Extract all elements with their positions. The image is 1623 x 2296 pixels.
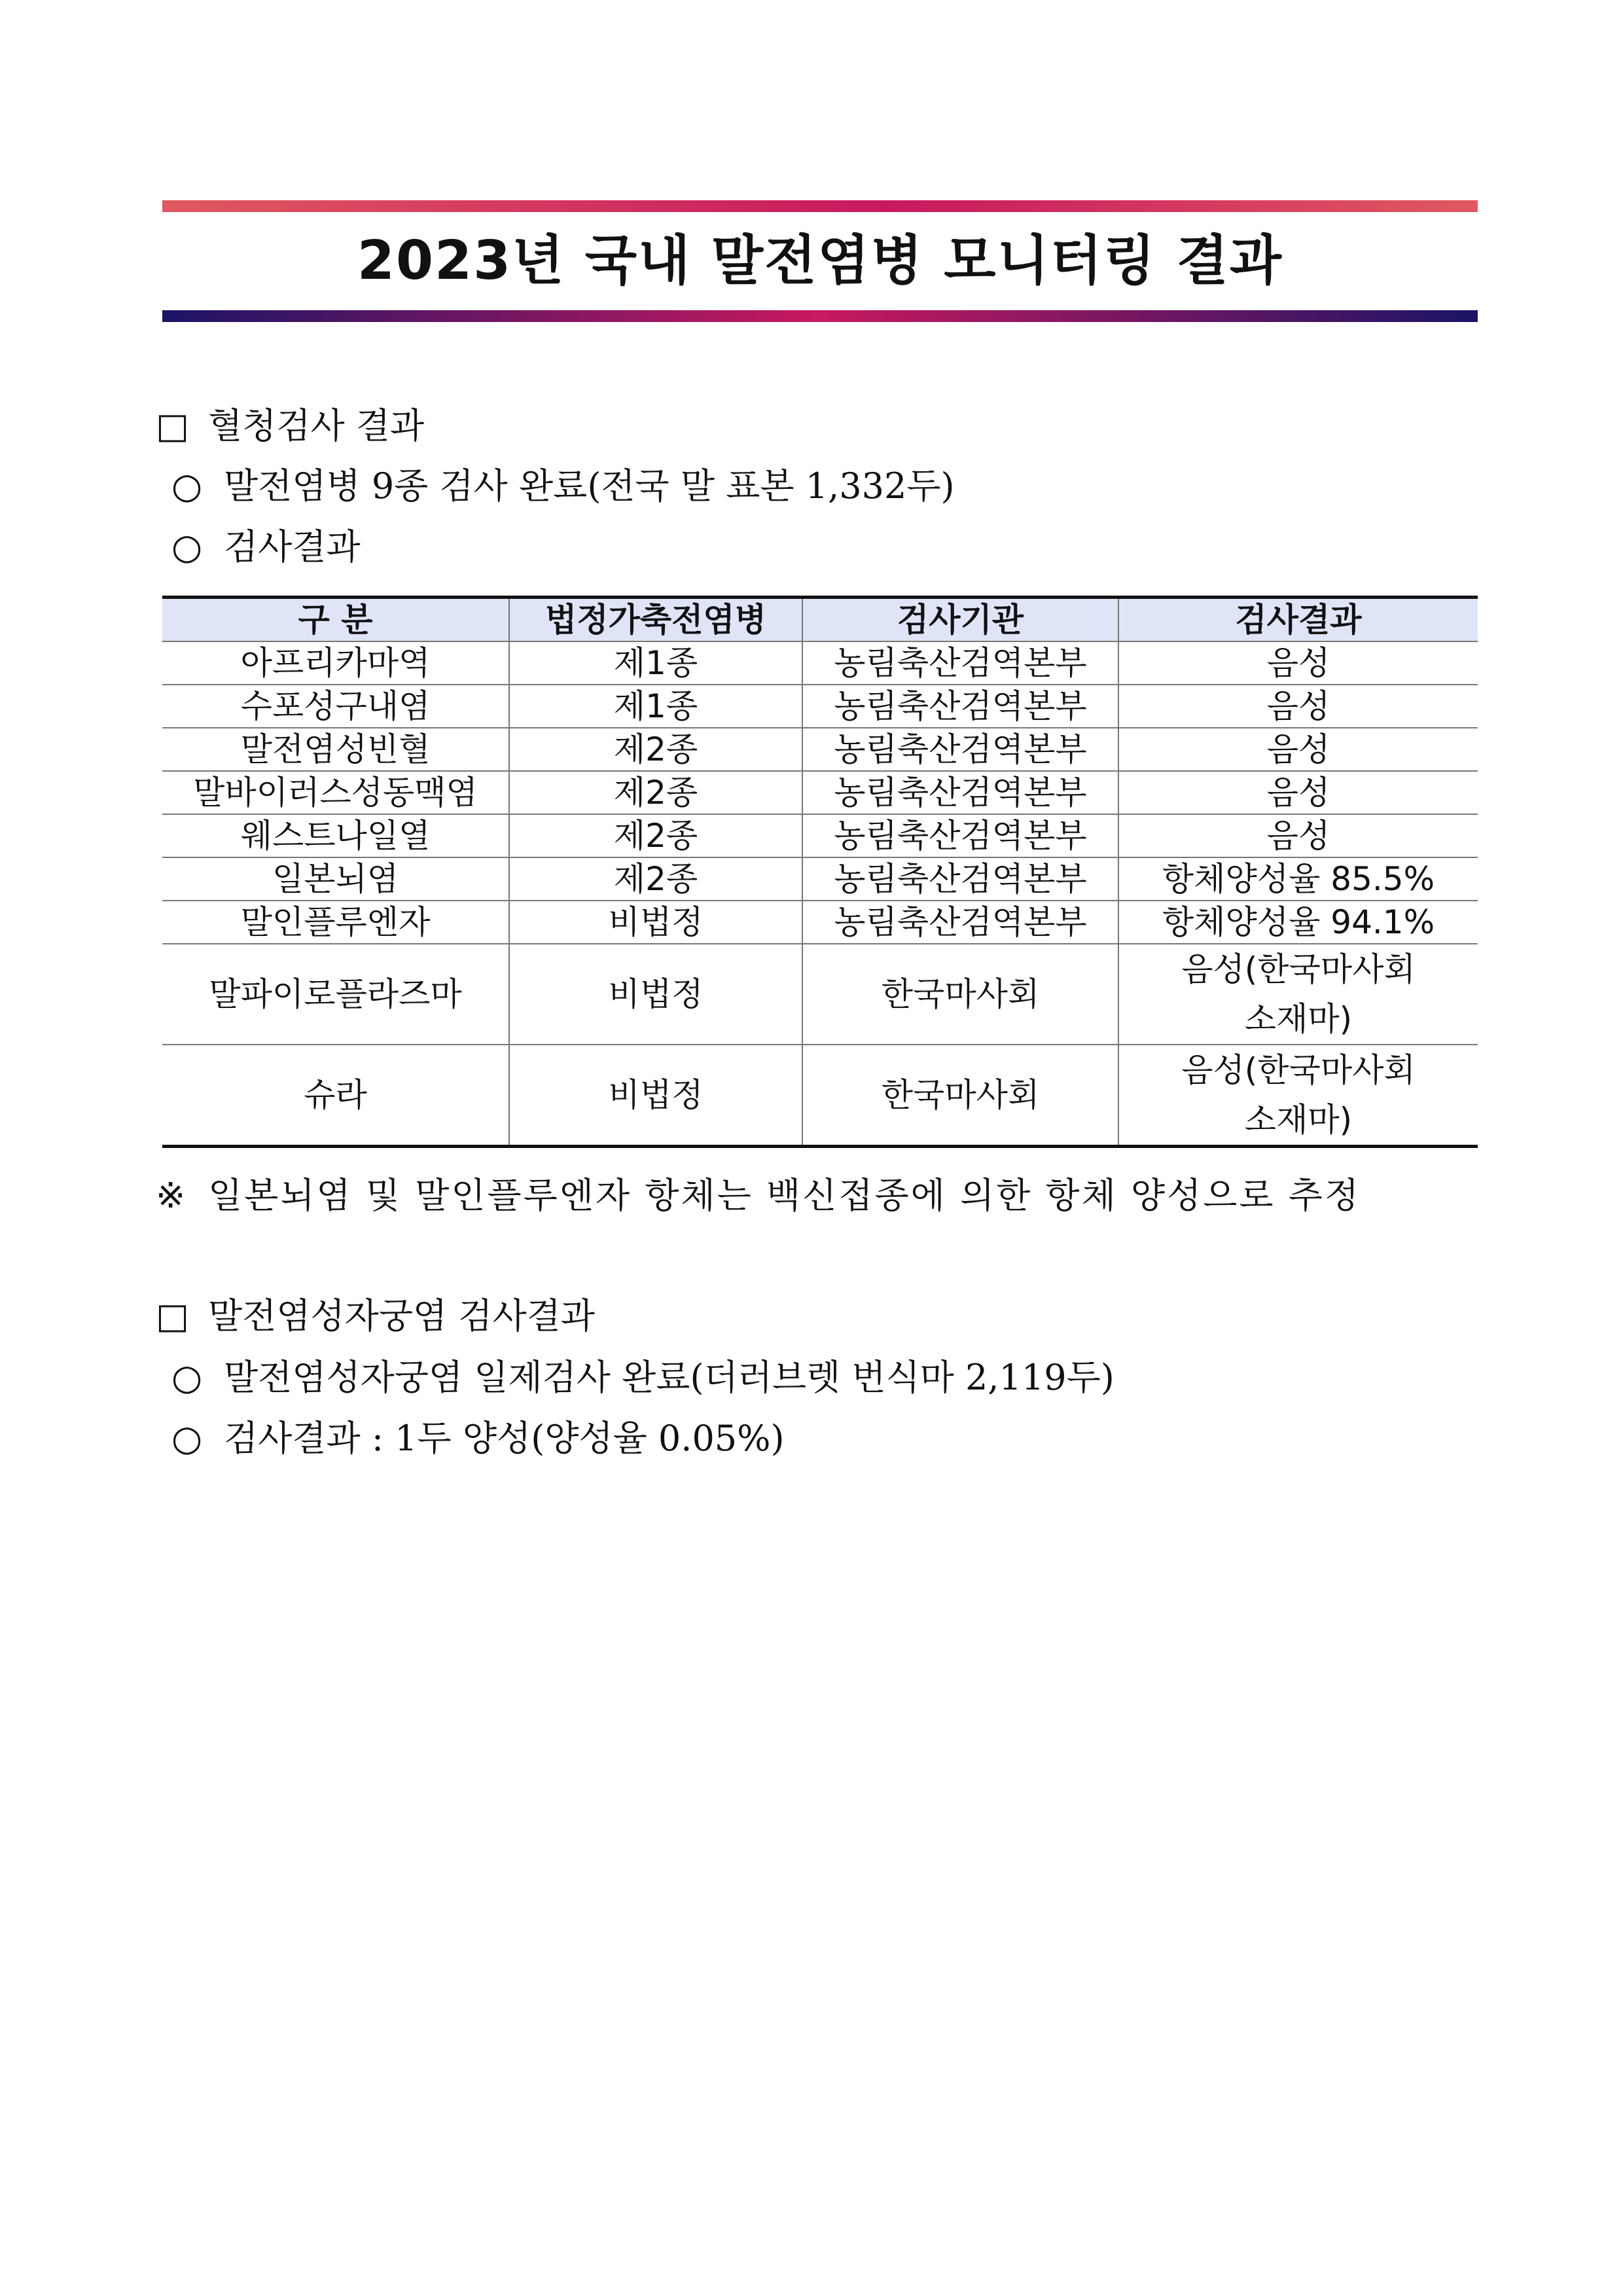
test-result-table: [162, 596, 1478, 1148]
cell-agency: 농림축산검역본부: [802, 641, 1118, 685]
title-banner: [162, 200, 1478, 322]
cell-result: 음성: [1118, 641, 1478, 685]
cell-agency: 농림축산검역본부: [802, 728, 1118, 771]
circle-bullet-icon: ○: [171, 1357, 203, 1398]
table-row: [162, 814, 1478, 857]
table-row: [162, 685, 1478, 728]
cell-class: 제2종: [509, 728, 802, 771]
cell-disease: 수포성구내염: [162, 685, 509, 728]
cell-class: 비법정: [509, 1045, 802, 1147]
circle-bullet-icon: ○: [171, 526, 203, 567]
cell-class: 제2종: [509, 814, 802, 857]
cell-disease: 웨스트나일열: [162, 814, 509, 857]
square-bullet-icon: □: [156, 405, 190, 446]
section1-bullet-1: [171, 458, 955, 509]
table-row: [162, 944, 1478, 1045]
page-title: 2023년 국내 말전염병 모니터링 결과: [357, 230, 1283, 292]
cell-class: 비법정: [509, 901, 802, 944]
header-result: 검사결과: [1118, 598, 1478, 642]
cell-agency: 농림축산검역본부: [802, 771, 1118, 814]
square-bullet-icon: □: [156, 1295, 190, 1336]
cell-agency: 한국마사회: [802, 1045, 1118, 1147]
header-category: 구 분: [162, 598, 509, 642]
section2-heading: [156, 1288, 595, 1338]
header-legal-disease: 법정가축전염병: [509, 598, 802, 642]
section2-bullet-2: [171, 1410, 785, 1461]
table-row: [162, 771, 1478, 814]
cell-agency: 한국마사회: [802, 944, 1118, 1045]
reference-mark-icon: ※: [156, 1175, 188, 1216]
cell-agency: 농림축산검역본부: [802, 685, 1118, 728]
cell-disease: 일본뇌염: [162, 857, 509, 901]
section2-bullet-1: [171, 1350, 1115, 1400]
cell-result: 음성: [1118, 814, 1478, 857]
cell-class: 제1종: [509, 641, 802, 685]
cell-agency: 농림축산검역본부: [802, 901, 1118, 944]
cell-result: 음성: [1118, 771, 1478, 814]
section1-bullet-1-text: 말전염병 9종 검사 완료(전국 말 표본 1,332두): [224, 465, 955, 507]
cell-class: 제2종: [509, 771, 802, 814]
cell-disease: 말전염성빈혈: [162, 728, 509, 771]
table-note: [156, 1168, 1361, 1218]
cell-disease: 말파이로플라즈마: [162, 944, 509, 1045]
table-header-row: [162, 598, 1478, 642]
cell-result-line2: 소재마): [1244, 1000, 1353, 1038]
circle-bullet-icon: ○: [171, 465, 203, 507]
cell-class: 제1종: [509, 685, 802, 728]
table-note-text: 일본뇌염 및 말인플루엔자 항체는 백신접종에 의한 항체 양성으로 추정: [208, 1175, 1361, 1216]
cell-result: 항체양성율 94.1%: [1118, 901, 1478, 944]
cell-result: 음성: [1118, 685, 1478, 728]
section2-bullet-2-text: 검사결과 : 1두 양성(양성율 0.05%): [224, 1418, 785, 1459]
cell-result-line2: 소재마): [1244, 1101, 1353, 1139]
cell-disease: 아프리카마역: [162, 641, 509, 685]
table-row: [162, 641, 1478, 685]
cell-result: [1118, 1045, 1478, 1147]
title-top-bar: [162, 200, 1478, 212]
cell-disease: 말인플루엔자: [162, 901, 509, 944]
cell-disease: 말바이러스성동맥염: [162, 771, 509, 814]
section1-heading-text: 혈청검사 결과: [208, 405, 425, 446]
header-agency: 검사기관: [802, 598, 1118, 642]
cell-result: 음성: [1118, 728, 1478, 771]
section2-heading-text: 말전염성자궁염 검사결과: [208, 1295, 595, 1336]
section1-bullet-2-text: 검사결과: [224, 526, 361, 567]
cell-result: [1118, 944, 1478, 1045]
section2-bullet-1-text: 말전염성자궁염 일제검사 완료(더러브렛 번식마 2,119두): [224, 1357, 1115, 1398]
table-row: [162, 1045, 1478, 1147]
cell-class: 제2종: [509, 857, 802, 901]
table-row: [162, 901, 1478, 944]
section1-heading: [156, 398, 424, 448]
circle-bullet-icon: ○: [171, 1418, 203, 1459]
cell-class: 비법정: [509, 944, 802, 1045]
cell-agency: 농림축산검역본부: [802, 857, 1118, 901]
cell-agency: 농림축산검역본부: [802, 814, 1118, 857]
section1-bullet-2: [171, 519, 361, 569]
cell-result-line1: 음성(한국마사회: [1181, 950, 1416, 988]
cell-disease: 슈라: [162, 1045, 509, 1147]
table-row: [162, 857, 1478, 901]
cell-result-line1: 음성(한국마사회: [1181, 1051, 1416, 1089]
cell-result: 항체양성율 85.5%: [1118, 857, 1478, 901]
title-bottom-bar: [162, 310, 1478, 322]
table-row: [162, 728, 1478, 771]
